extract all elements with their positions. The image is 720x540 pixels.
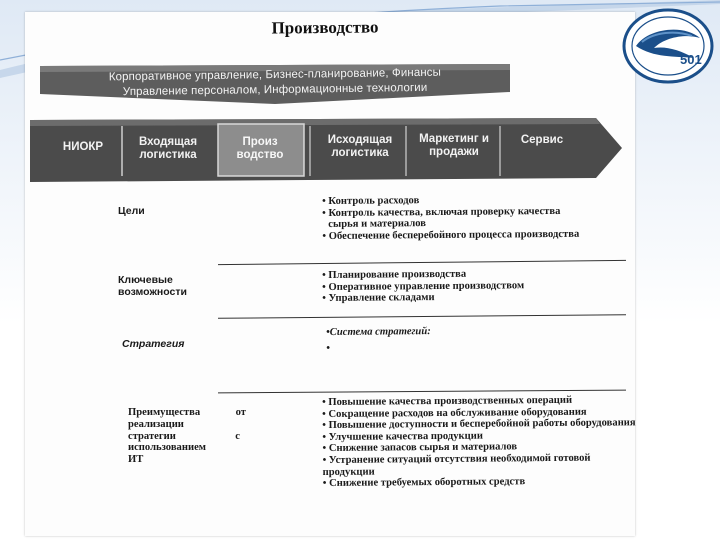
advantages-label-word: с xyxy=(235,430,240,442)
logo-number: 501 xyxy=(680,52,702,67)
advantages-item: • Устранение ситуаций отсутствия необходимой готовой xyxy=(322,452,591,466)
chain-item-niokr: НИОКР xyxy=(62,141,104,153)
strategy-item: • xyxy=(326,342,330,354)
advantages-item: продукции xyxy=(322,466,375,478)
goals-item: сырья и материалов xyxy=(328,218,427,231)
advantages-label-word: ИТ xyxy=(128,454,144,466)
advantages-item: • Улучшение качества продукции xyxy=(322,430,484,443)
capabilities-label-line: Ключевые xyxy=(118,274,173,286)
advantages-label-word: стратегии xyxy=(128,430,176,442)
goals-list xyxy=(322,194,579,243)
chain-item-service: Сервис xyxy=(520,134,564,146)
chain-item-outbound-logistics: Исходящая логистика xyxy=(327,134,393,159)
goals-label: Цели xyxy=(118,205,145,217)
advantages-item: • Снижение запасов сырья и материалов xyxy=(322,441,518,455)
page-title: Производство xyxy=(271,17,379,38)
goals-item: • Контроль качества, включая проверку качества xyxy=(322,205,561,219)
capabilities-label-line: возможности xyxy=(118,286,187,298)
strategy-item: •Система стратегий: xyxy=(326,326,431,338)
strategy-label: Стратегия xyxy=(122,338,185,350)
advantages-item: • Сокращение расходов на обслуживание оборудования xyxy=(322,406,587,420)
capabilities-list xyxy=(322,268,524,305)
capabilities-item: • Оперативное управление производством xyxy=(322,279,525,293)
advantages-item: • Повышение качества производственных операций xyxy=(322,394,573,408)
advantages-label-word: реализации xyxy=(128,418,184,430)
capabilities-label xyxy=(118,274,187,298)
advantages-label-word: Преимущества xyxy=(128,407,201,418)
advantages-list xyxy=(322,394,636,489)
banner-line-2: Управление персоналом, Информационные технологии xyxy=(122,81,428,99)
chain-item-production: Произ водство xyxy=(236,136,284,161)
goals-item: • Контроль расходов xyxy=(322,195,420,207)
goals-item: • Обеспечение бесперебойного процесса производства xyxy=(322,228,580,242)
advantages-label-word: от xyxy=(235,407,246,418)
chain-item-inbound-logistics: Входящая логистика xyxy=(138,136,198,161)
advantages-item: • Снижение требуемых оборотных средств xyxy=(322,476,526,490)
advantages-label-word: использованием xyxy=(128,442,206,454)
strategy-list xyxy=(326,326,431,354)
chain-item-marketing-sales: Маркетинг и продажи xyxy=(419,133,489,158)
banner-line-1: Корпоративное управление, Бизнес-планирование, Финансы xyxy=(108,66,442,84)
advantages-item: • Повышение доступности и бесперебойной работы оборудования xyxy=(322,417,636,432)
advantages-label xyxy=(128,407,246,466)
capabilities-item: • Управление складами xyxy=(322,292,435,305)
capabilities-item: • Планирование производства xyxy=(322,268,467,281)
